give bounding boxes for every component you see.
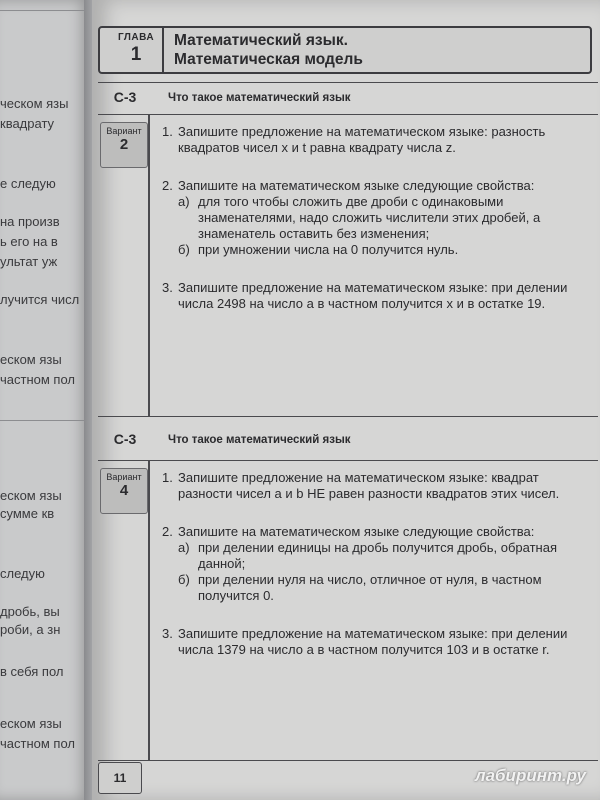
- left-fragment: в себя пол: [0, 664, 64, 679]
- chapter-number: 1: [130, 44, 142, 65]
- subtask-text: при делении единицы на дробь получится дробь, обратная данной;: [198, 540, 557, 571]
- chapter-word: ГЛАВА: [117, 32, 155, 43]
- subtask-item: [178, 540, 582, 572]
- task-number: 2.: [162, 524, 173, 539]
- chapter-header: [98, 26, 592, 74]
- task-number: 1.: [162, 124, 173, 139]
- subtask-text: при умножении числа на 0 получится нуль.: [198, 242, 459, 257]
- left-fragment: дробь, вы: [0, 604, 60, 619]
- left-fragment: еском язы: [0, 716, 62, 731]
- task-list: [162, 470, 582, 680]
- left-fragment: ческом язы: [0, 96, 69, 111]
- variant-column-line: [148, 114, 150, 416]
- task-text: Запишите предложение на математическом языке: разность квадратов чисел x и t равна квадрату числа z.: [178, 124, 546, 155]
- variant-word: Вариант: [106, 472, 142, 482]
- left-fragment: лучится числ: [0, 292, 80, 307]
- task-item: [162, 524, 582, 604]
- section-title: Что такое математический язык: [168, 434, 351, 446]
- left-fragment: еском язы: [0, 352, 62, 367]
- left-rule: [0, 10, 92, 11]
- variant-number: 4: [119, 482, 129, 499]
- watermark: лабиринт.ру: [475, 766, 586, 785]
- left-rule: [0, 420, 92, 421]
- task-item: [162, 626, 582, 658]
- section-header: [98, 428, 598, 454]
- task-number: 3.: [162, 626, 173, 641]
- left-fragment: сумме кв: [0, 506, 55, 521]
- task-text: Запишите на математическом языке следующие свойства:: [178, 178, 535, 193]
- page-number: 11: [98, 762, 142, 794]
- task-item: [162, 178, 582, 258]
- task-number: 2.: [162, 178, 173, 193]
- task-text: Запишите предложение на математическом языке: квадрат разности чисел a и b НЕ равен разности квадратов этих чисел.: [178, 470, 560, 501]
- subtask-label: а): [178, 540, 190, 555]
- chapter-title: [174, 31, 363, 69]
- divider: [98, 460, 598, 461]
- task-item: [162, 470, 582, 502]
- left-fragment: частном пол: [0, 736, 75, 751]
- section-code: С-3: [113, 89, 137, 105]
- chapter-label-box: [108, 32, 164, 66]
- left-fragment: роби, а зн: [0, 622, 61, 637]
- variant-number: 2: [119, 136, 129, 153]
- subtask-text: при делении нуля на число, отличное от нуля, в частном получится 0.: [198, 572, 542, 603]
- task-list: [162, 124, 582, 334]
- left-fragment: ультат уж: [0, 254, 58, 269]
- divider: [98, 416, 598, 417]
- variant-word: Вариант: [106, 126, 142, 136]
- divider: [98, 760, 598, 761]
- task-item: [162, 124, 582, 156]
- divider: [98, 82, 598, 83]
- chapter-divider: [162, 28, 164, 72]
- section-title: Что такое математический язык: [168, 92, 351, 104]
- right-page: [92, 0, 600, 800]
- subtask-item: [178, 572, 582, 604]
- left-page: [0, 0, 92, 800]
- task-text: Запишите предложение на математическом языке: при делении числа 2498 на число a в частном получится x и в остатке 19.: [178, 280, 568, 311]
- variant-label: [100, 122, 148, 168]
- subtask-label: а): [178, 194, 190, 209]
- subtask-label: б): [178, 242, 190, 257]
- left-fragment: квадрату: [0, 116, 55, 131]
- left-fragment: ь его на в: [0, 234, 58, 249]
- left-fragment: следую: [0, 566, 45, 581]
- subtask-text: для того чтобы сложить две дроби с одинаковыми знаменателями, надо сложить числители этих дробей, а знаменатель оставить без изменения;: [198, 194, 541, 241]
- task-number: 3.: [162, 280, 173, 295]
- left-fragment: е следую: [0, 176, 56, 191]
- chapter-title-line1: Математический язык.: [174, 32, 348, 49]
- task-number: 1.: [162, 470, 173, 485]
- left-fragment: частном пол: [0, 372, 75, 387]
- left-fragment: еском язы: [0, 488, 62, 503]
- variant-label: [100, 468, 148, 514]
- divider: [98, 114, 598, 115]
- task-text: Запишите предложение на математическом языке: при делении числа 1379 на число a в частном получится 103 и в остатке r.: [178, 626, 568, 657]
- subtask-item: [178, 194, 582, 242]
- subtask-label: б): [178, 572, 190, 587]
- subtask-item: [178, 242, 582, 258]
- task-text: Запишите на математическом языке следующие свойства:: [178, 524, 535, 539]
- section-code: С-3: [113, 431, 137, 447]
- task-item: [162, 280, 582, 312]
- left-fragment: на произв: [0, 214, 60, 229]
- section-header: [98, 86, 598, 112]
- chapter-title-line2: Математическая модель: [174, 51, 363, 68]
- variant-column-line: [148, 460, 150, 760]
